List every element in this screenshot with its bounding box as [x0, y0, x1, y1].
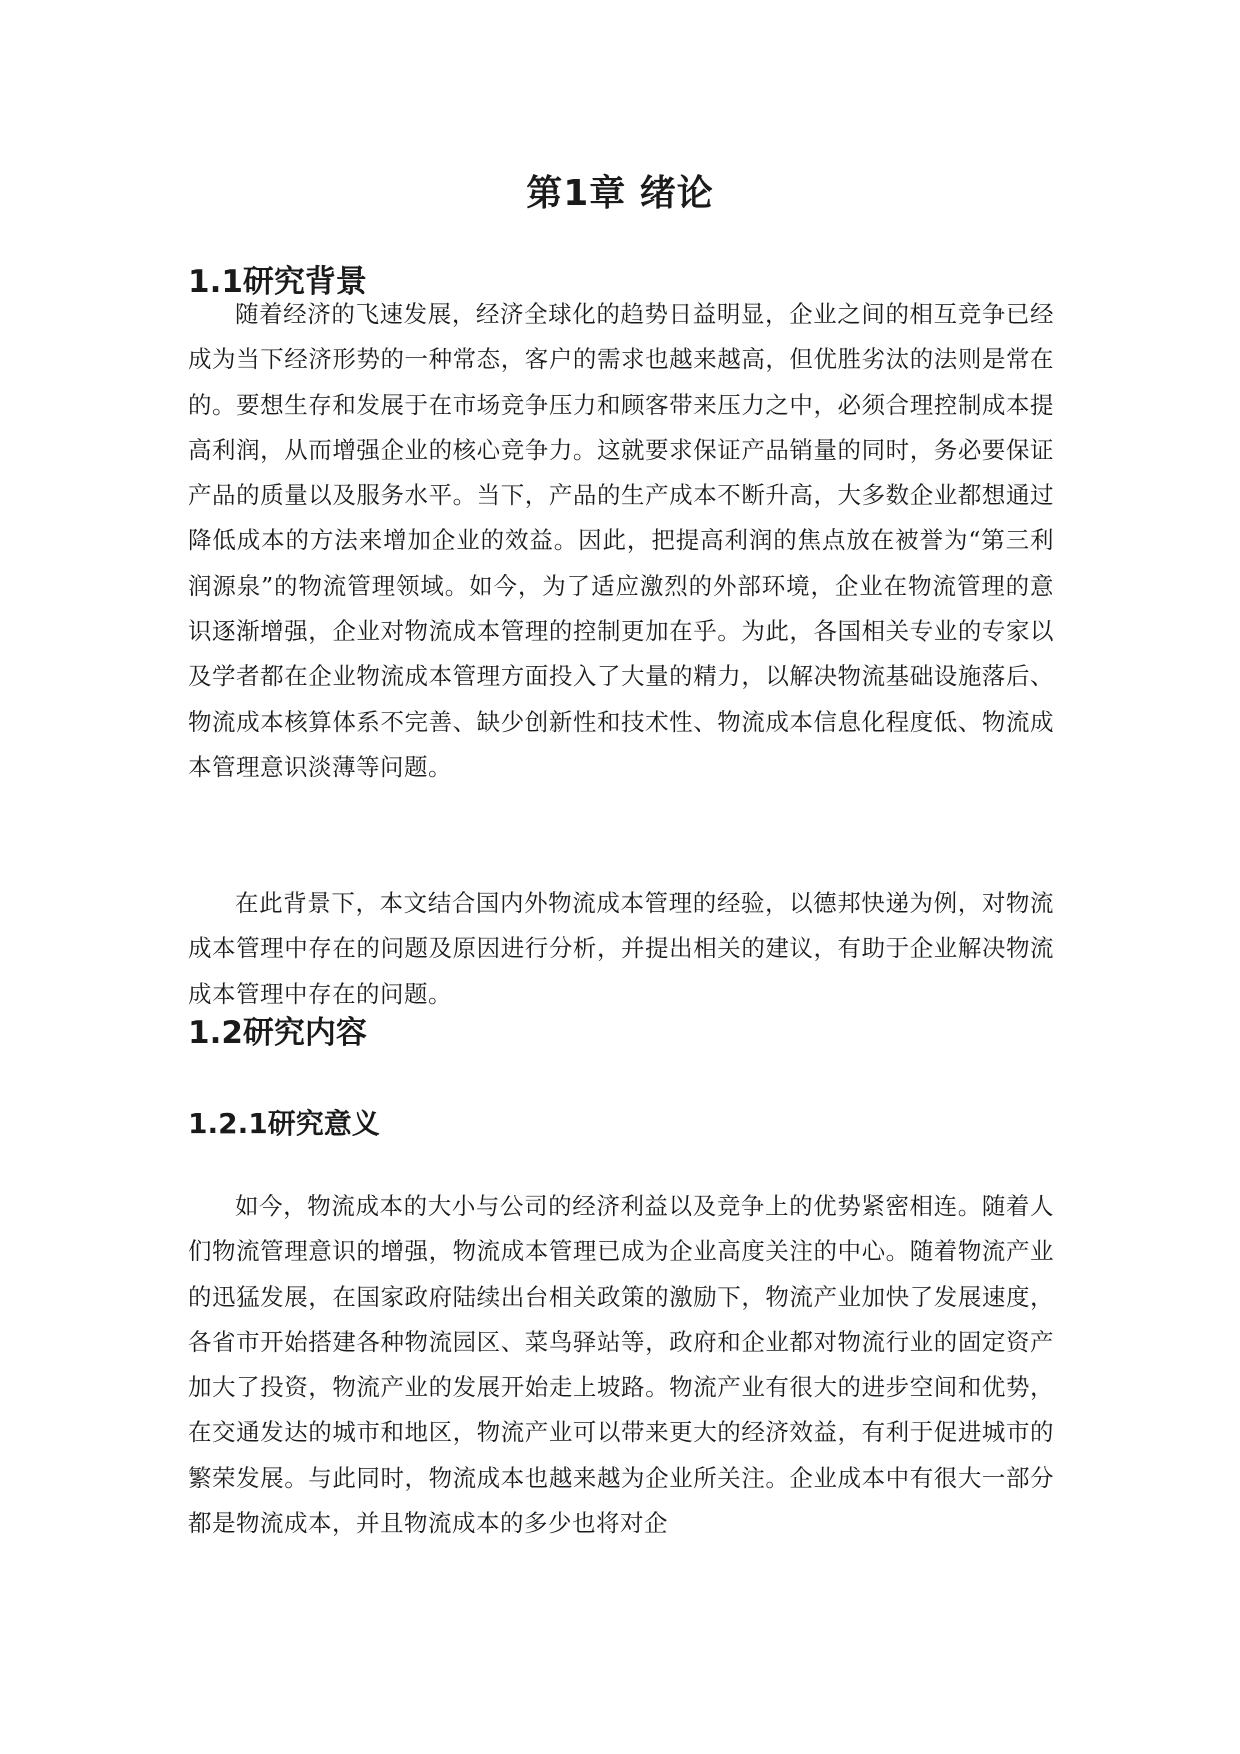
paragraph-significance: 如今，物流成本的大小与公司的经济利益以及竞争上的优势紧密相连。随着人们物流管理意识的增强，物流成本管理已成为企业高度关注的中心。随着物流产业的迅猛发展，在国家政府陆续出台相关政策的激励下，物流产业加快了发展速度，各省市开始搭建各种物流园区、菜鸟驿站等，政府和企业都对物流行业的固定资产加大了投资，物流产业的发展开始走上坡路。物流产业有很大的进步空间和优势，在交通发达的城市和地区，物流产业可以带来更大的经济效益，有利于促进城市的繁荣发展。与此同时，物流成本也越来越为企业所关注。企业成本中有很大一部分都是物流成本，并且物流成本的多少也将对企	[188, 1192, 1054, 1538]
paragraph-background-2: 在此背景下，本文结合国内外物流成本管理的经验，以德邦快递为例，对物流成本管理中存在的问题及原因进行分析，并提出相关的建议，有助于企业解决物流成本管理中存在的问题。	[188, 889, 1054, 1008]
section-heading-1-2-1: 1.2.1研究意义	[188, 1107, 380, 1140]
chapter-title: 第1章 绪论	[526, 173, 714, 214]
paragraph-background-1: 随着经济的飞速发展，经济全球化的趋势日益明显，企业之间的相互竞争已经成为当下经济形势的一种常态，客户的需求也越来越高，但优胜劣汰的法则是常在的。要想生存和发展于在市场竞争压力和顾客带来压力之中，必须合理控制成本提高利润，从而增强企业的核心竞争力。这就要求保证产品销量的同时，务必要保证产品的质量以及服务水平。当下，产品的生产成本不断升高，大多数企业都想通过降低成本的方法来增加企业的效益。因此，把提高利润的焦点放在被誉为“第三利润源泉”的物流管理领域。如今，为了适应激烈的外部环境，企业在物流管理的意识逐渐增强，企业对物流成本管理的控制更加在乎。为此，各国相关专业的专家以及学者都在企业物流成本管理方面投入了大量的精力，以解决物流基础设施落后、物流成本核算体系不完善、缺少创新性和技术性、物流成本信息化程度低、物流成本管理意识淡薄等问题。	[188, 300, 1054, 781]
section-heading-1-1: 1.1研究背景	[188, 264, 367, 300]
section-heading-1-2: 1.2研究内容	[188, 1015, 367, 1051]
